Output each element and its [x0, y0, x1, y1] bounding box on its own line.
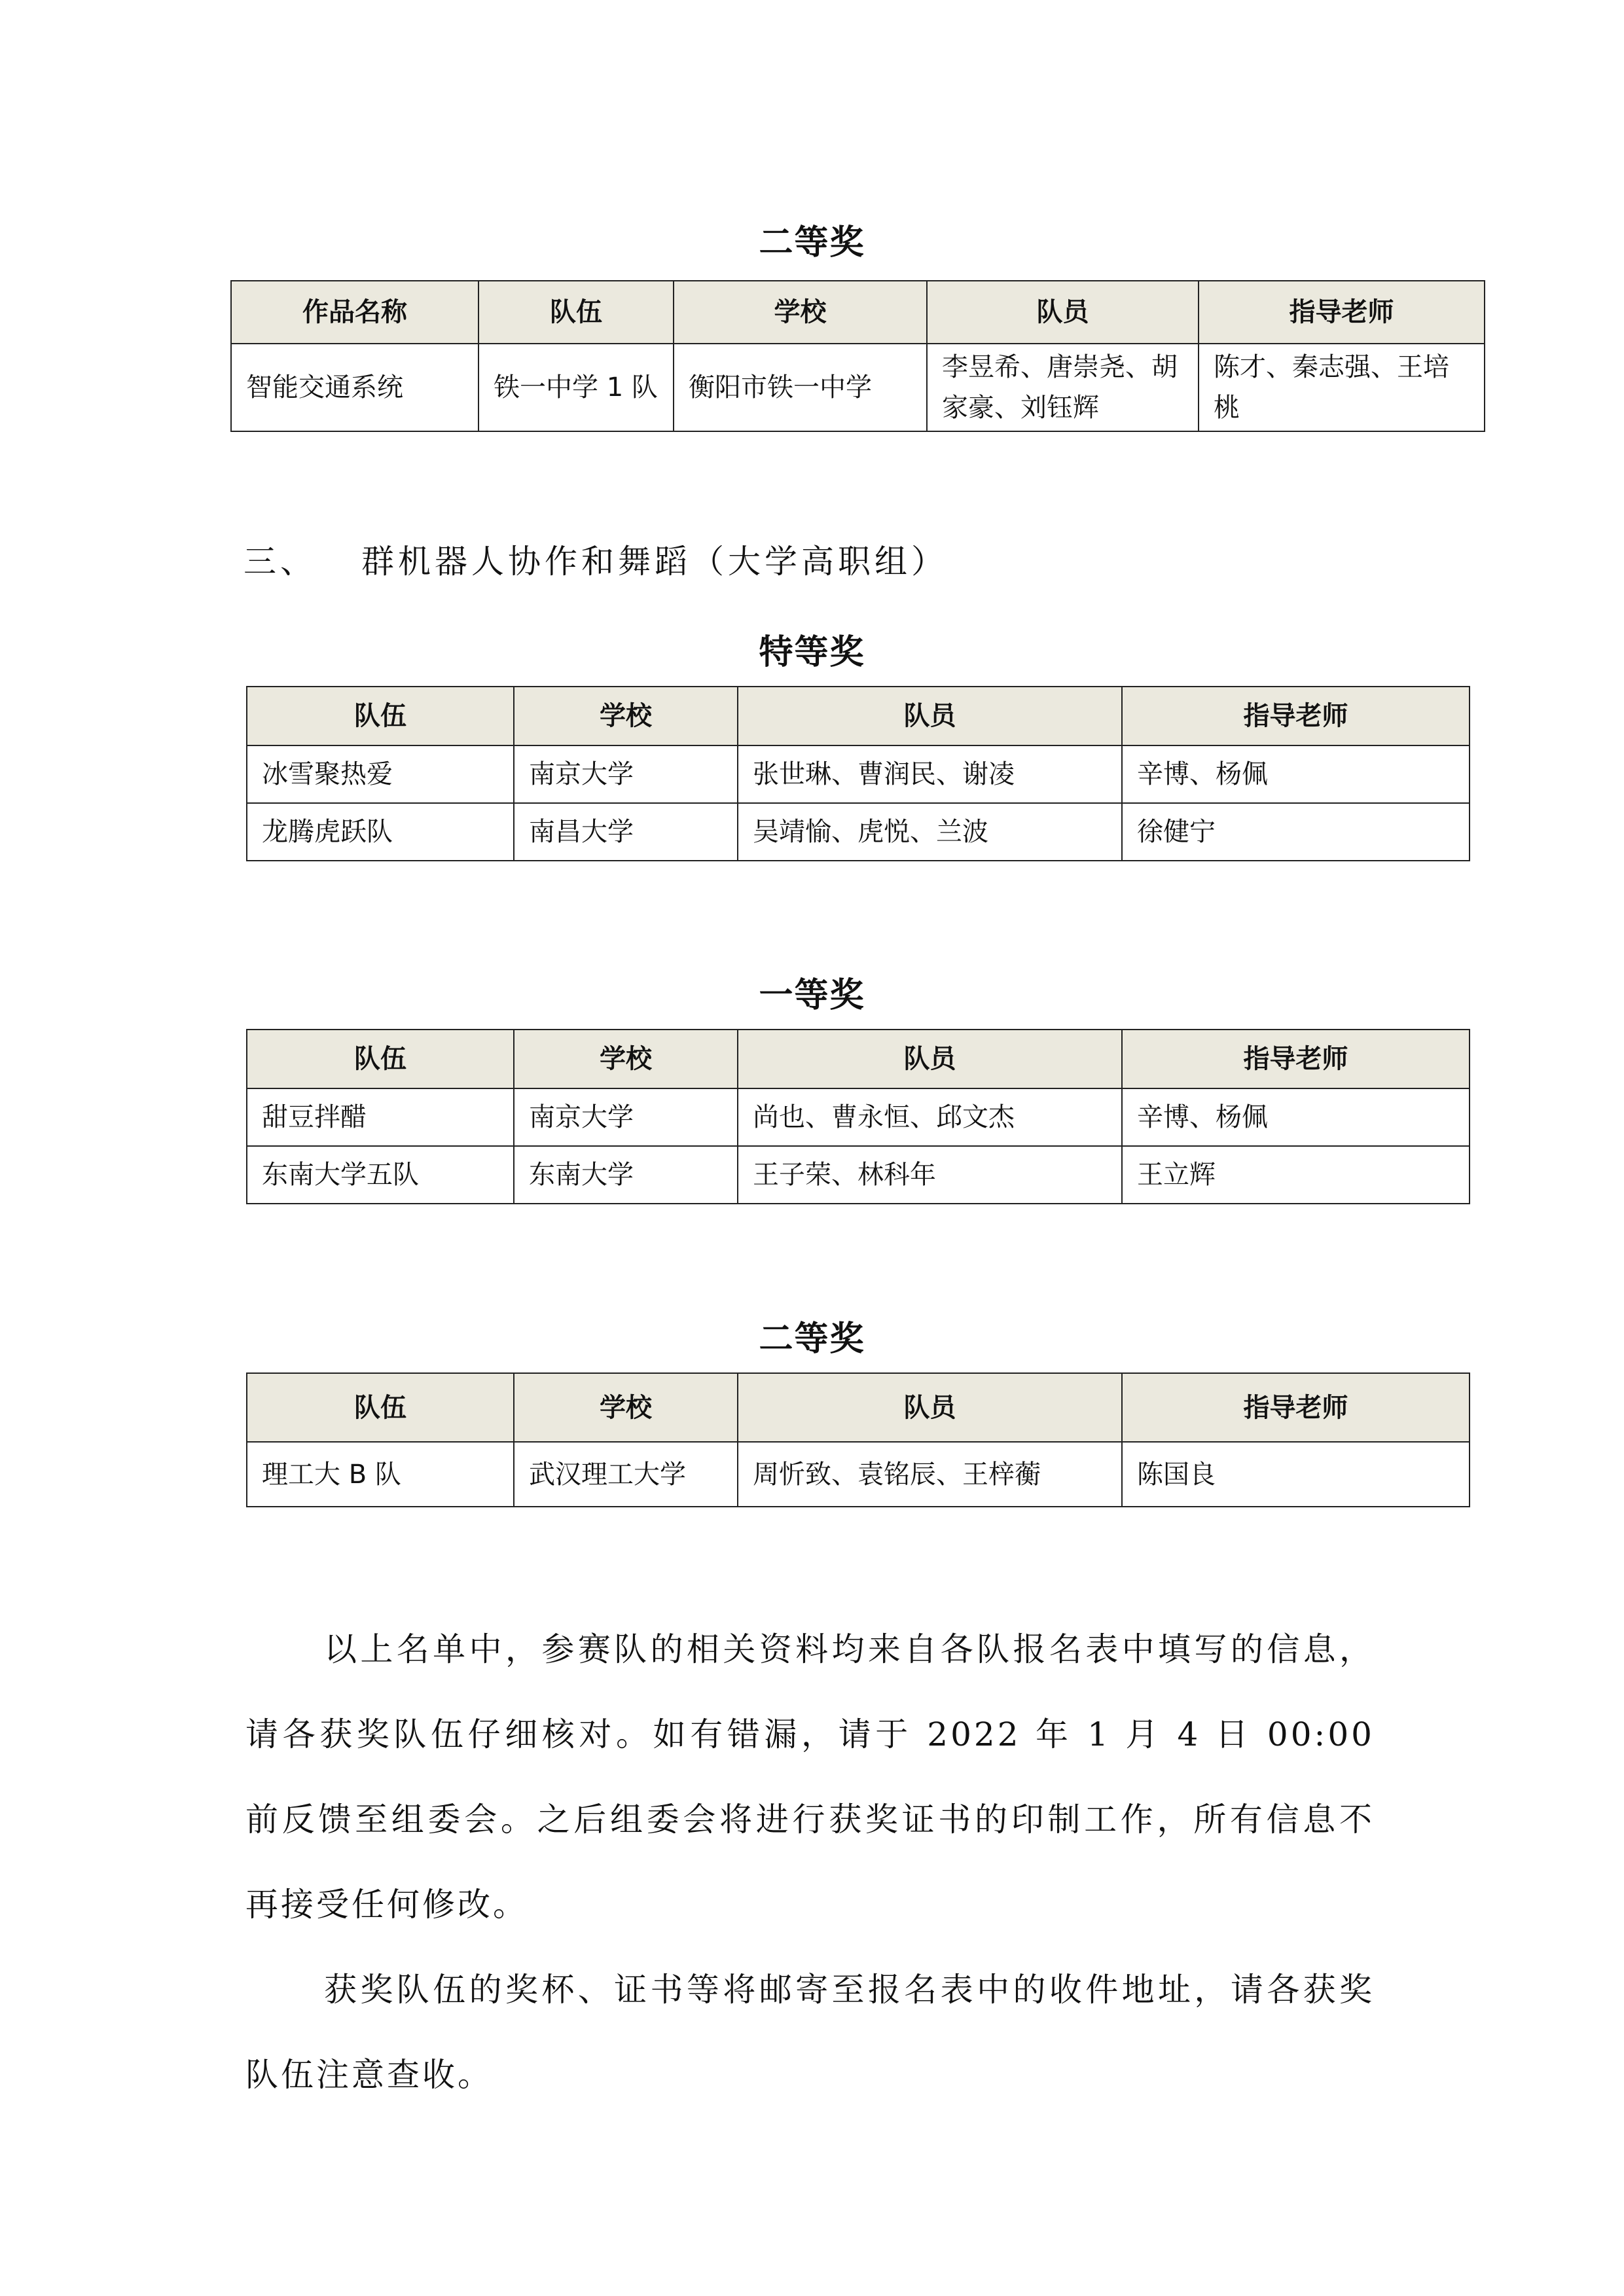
table-row	[247, 1146, 1470, 1204]
cell-members: 李昱希、唐崇尧、胡家豪、刘钰辉	[927, 344, 1199, 431]
column-header: 队员	[738, 1373, 1122, 1442]
cell-school: 南京大学	[514, 1088, 738, 1146]
column-header: 学校	[674, 281, 927, 344]
award-table-second-s3	[246, 1372, 1470, 1507]
award-heading-second-s3: 二等奖	[759, 1319, 865, 1359]
award-heading-first: 一等奖	[759, 976, 865, 1015]
cell-members: 尚也、曹永恒、邱文杰	[738, 1088, 1122, 1146]
cell-school: 南昌大学	[514, 803, 738, 861]
column-header: 学校	[514, 1030, 738, 1088]
table-row	[247, 1442, 1470, 1507]
cell-team: 冰雪聚热爱	[247, 745, 514, 803]
column-header: 队伍	[247, 1373, 514, 1442]
column-header: 指导老师	[1122, 687, 1470, 745]
table-header-row	[247, 687, 1470, 745]
cell-team: 东南大学五队	[247, 1146, 514, 1204]
cell-team: 龙腾虎跃队	[247, 803, 514, 861]
column-header: 指导老师	[1122, 1373, 1470, 1442]
column-header: 队员	[927, 281, 1199, 344]
cell-team: 铁一中学 1 队	[478, 344, 674, 431]
cell-advisors: 陈才、秦志强、王培桃	[1199, 344, 1485, 431]
column-header: 队伍	[247, 687, 514, 745]
cell-advisors: 陈国良	[1122, 1442, 1470, 1507]
note-paragraph: 以上名单中，参赛队的相关资料均来自各队报名表中填写的信息，请各获奖队伍仔细核对。如有错漏，请于 2022 年 1 月 4 日 00:00 前反馈至组委会。之后组委会将进行获奖证书的印制工作，所有信息不再接受任何修改。	[245, 1630, 1375, 1924]
cell-team: 甜豆拌醋	[247, 1088, 514, 1146]
cell-members: 张世琳、曹润民、谢凌	[738, 745, 1122, 803]
award-table-first	[246, 1029, 1470, 1204]
notes-block	[245, 1607, 1375, 2117]
cell-members: 吴靖愉、虎悦、兰波	[738, 803, 1122, 861]
table-header-row	[247, 1373, 1470, 1442]
column-header: 队员	[738, 1030, 1122, 1088]
note-paragraph: 获奖队伍的奖杯、证书等将邮寄至报名表中的收件地址，请各获奖队伍注意查收。	[245, 1971, 1375, 2094]
column-header: 学校	[514, 687, 738, 745]
cell-advisors: 辛博、杨佩	[1122, 1088, 1470, 1146]
award-heading-second: 二等奖	[759, 223, 865, 262]
cell-school: 衡阳市铁一中学	[674, 344, 927, 431]
column-header: 作品名称	[231, 281, 478, 344]
cell-advisors: 辛博、杨佩	[1122, 745, 1470, 803]
column-header: 队伍	[478, 281, 674, 344]
column-header: 队员	[738, 687, 1122, 745]
cell-school: 东南大学	[514, 1146, 738, 1204]
column-header: 指导老师	[1199, 281, 1485, 344]
table-header-row	[231, 281, 1485, 344]
section-title	[244, 535, 948, 583]
award-table-special	[246, 686, 1470, 861]
award-table-section2-second	[230, 280, 1485, 432]
cell-members: 王子荣、林科年	[738, 1146, 1122, 1204]
column-header: 队伍	[247, 1030, 514, 1088]
table-row	[231, 344, 1485, 431]
cell-school: 武汉理工大学	[514, 1442, 738, 1507]
table-header-row	[247, 1030, 1470, 1088]
cell-advisors: 王立辉	[1122, 1146, 1470, 1204]
table-row	[247, 803, 1470, 861]
cell-members: 周忻致、袁铭辰、王梓蘅	[738, 1442, 1122, 1507]
column-header: 指导老师	[1122, 1030, 1470, 1088]
cell-advisors: 徐健宁	[1122, 803, 1470, 861]
cell-school: 南京大学	[514, 745, 738, 803]
section-title-text: 群机器人协作和舞蹈（大学高职组）	[361, 543, 948, 581]
section-number: 三、	[244, 543, 317, 581]
cell-work-name: 智能交通系统	[231, 344, 478, 431]
table-row	[247, 745, 1470, 803]
column-header: 学校	[514, 1373, 738, 1442]
table-row	[247, 1088, 1470, 1146]
cell-team: 理工大 B 队	[247, 1442, 514, 1507]
award-heading-special: 特等奖	[759, 633, 865, 672]
